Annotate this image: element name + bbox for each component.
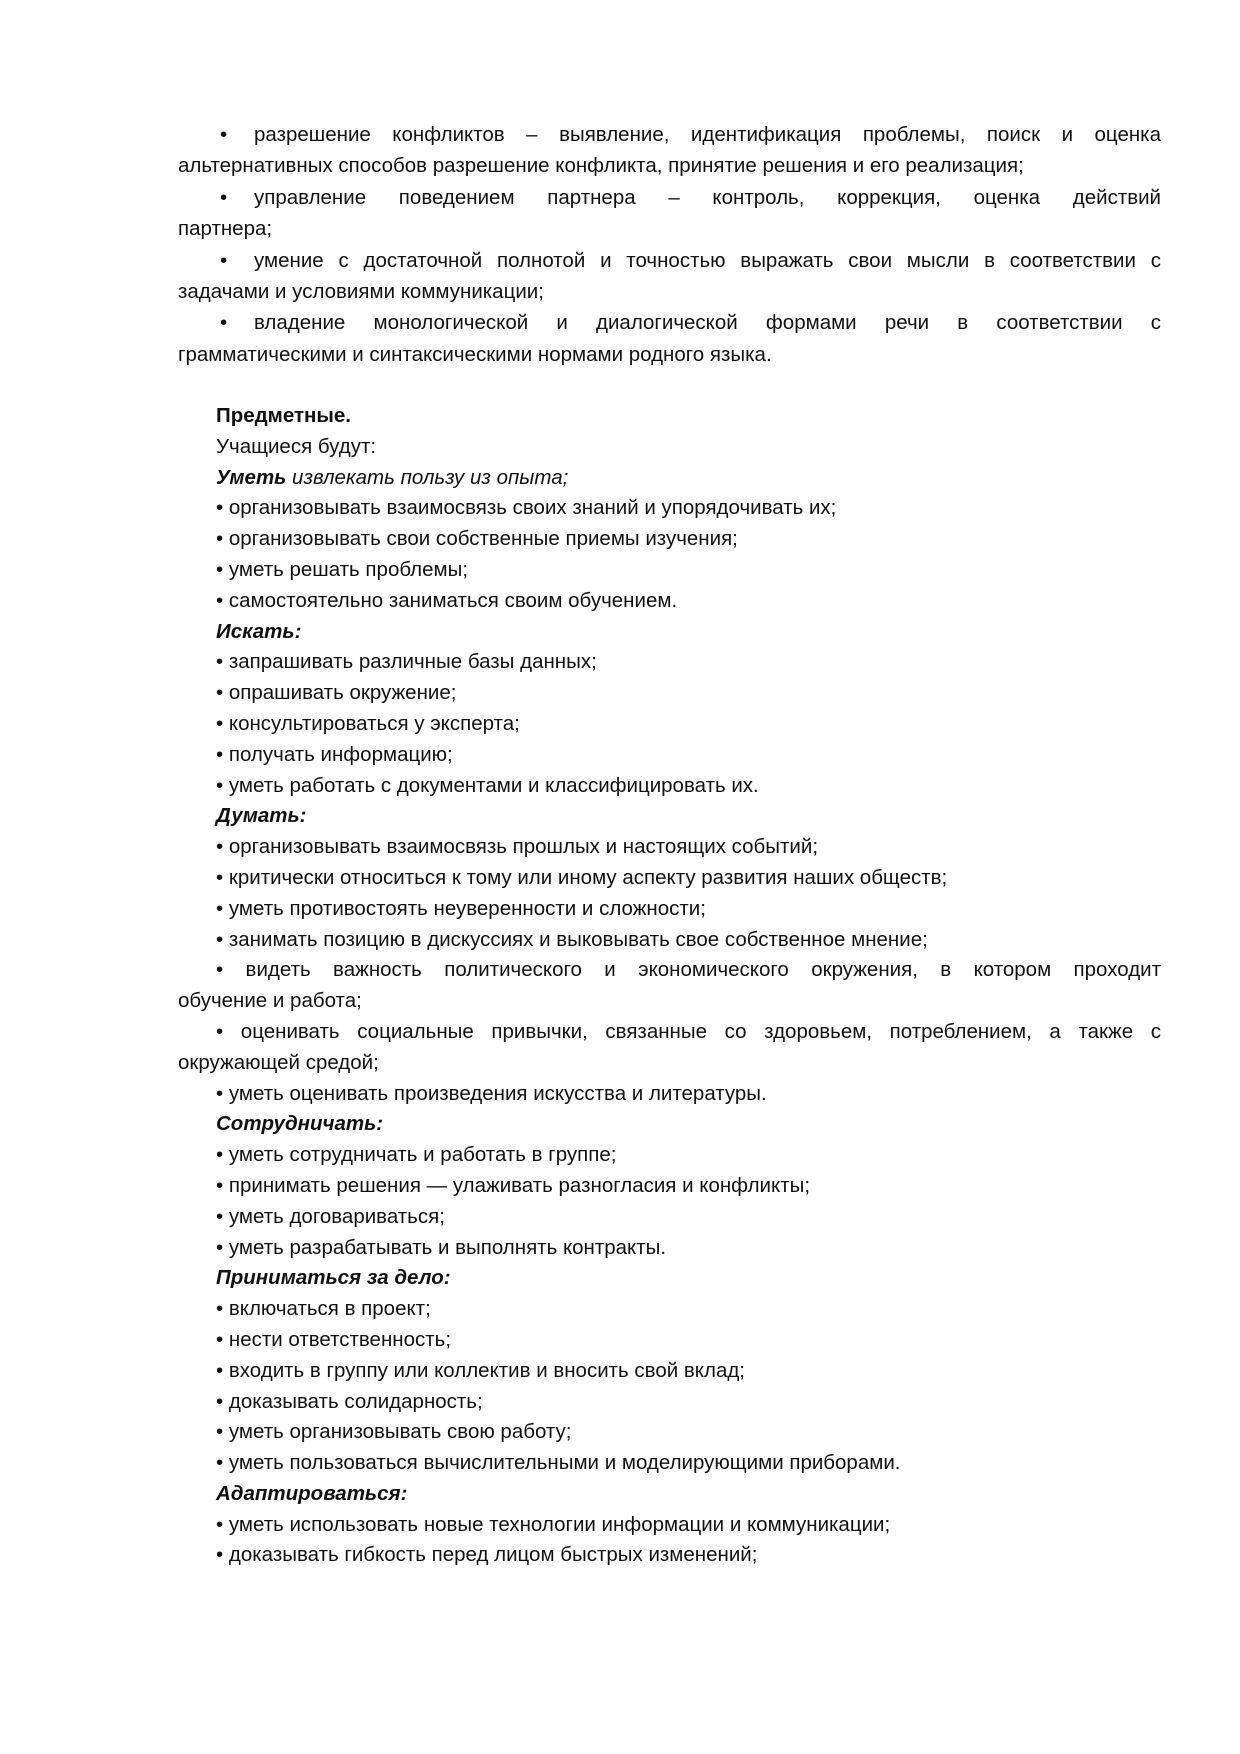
- list-item: [178, 1233, 1161, 1264]
- section-title: Предметные.: [216, 404, 351, 427]
- list-item-line: • уметь разрабатывать и выполнять контракты.: [216, 1235, 667, 1259]
- list-item: [178, 1448, 1161, 1479]
- list-item-line: • доказывать гибкость перед лицом быстрых изменений;: [216, 1543, 758, 1567]
- subsection-heading-bold: Адаптироваться:: [216, 1481, 408, 1505]
- list-item-line: • видеть важность политического и экономического окружения, в котором проходит: [216, 958, 1161, 982]
- list-item-text: владение монологической и диалогической формами речи в соответствии с: [254, 311, 1161, 335]
- list-item-line: [178, 150, 1161, 181]
- list-item: [178, 1017, 1161, 1079]
- list-item: [178, 1079, 1161, 1110]
- list-item-line: • критически относиться к тому или иному аспекту развития наших обществ;: [216, 865, 948, 889]
- list-item: [178, 1140, 1161, 1171]
- list-item-line: • уметь договариваться;: [216, 1204, 445, 1228]
- list-item-line: [178, 119, 1161, 150]
- list-item-text: умение с достаточной полнотой и точностью выражать свои мысли в соответствии с: [254, 248, 1161, 272]
- list-item: [178, 493, 1161, 524]
- list-item-line: [178, 276, 1161, 307]
- bullet-icon: •: [220, 185, 228, 209]
- list-item-line: • запрашивать различные базы данных;: [216, 650, 597, 674]
- list-item: [178, 182, 1161, 245]
- subsection-heading-bold: Искать:: [216, 619, 302, 643]
- list-item: [178, 555, 1161, 586]
- bullet-icon: •: [220, 248, 228, 272]
- list-item-line: • оценивать социальные привычки, связанные со здоровьем, потреблением, а также с: [216, 1019, 1161, 1043]
- subject-results-section: [178, 401, 1161, 1571]
- list-item-line: [178, 339, 1161, 370]
- list-item-line: • доказывать солидарность;: [216, 1389, 483, 1413]
- list-item: [178, 245, 1161, 308]
- list-item-line: • опрашивать окружение;: [216, 681, 457, 705]
- list-item-line: [178, 307, 1161, 338]
- list-item-line: • уметь сотрудничать и работать в группе;: [216, 1143, 617, 1167]
- list-item-line: [178, 213, 1161, 244]
- list-item-line: [178, 245, 1161, 276]
- list-item-line: • уметь использовать новые технологии информации и коммуникации;: [216, 1512, 891, 1536]
- list-item-line: • уметь работать с документами и классифицировать их.: [216, 773, 759, 797]
- list-item-line: • включаться в проект;: [216, 1297, 431, 1321]
- list-item: [178, 771, 1161, 802]
- list-item: [178, 863, 1161, 894]
- subsection-heading-bold: Уметь: [216, 465, 287, 489]
- list-item: [178, 586, 1161, 617]
- subsection-heading-bold: Приниматься за дело:: [216, 1266, 451, 1290]
- subsection-heading: [178, 801, 1161, 832]
- list-item: [178, 832, 1161, 863]
- subsection-heading: [178, 1109, 1161, 1140]
- list-item: [178, 1202, 1161, 1233]
- list-item: [178, 647, 1161, 678]
- list-item-line: • уметь организовывать свою работу;: [216, 1420, 572, 1444]
- list-item: [178, 1387, 1161, 1418]
- list-item-text: альтернативных способов разрешение конфликта, принятие решения и его реализация;: [178, 154, 1024, 178]
- list-item-text: партнера;: [178, 217, 273, 241]
- subsection-heading: [178, 1479, 1161, 1510]
- list-item-text: грамматическими и синтаксическими нормами родного языка.: [178, 342, 772, 366]
- list-item-line: • получать информацию;: [216, 742, 453, 766]
- list-item-line: [178, 182, 1161, 213]
- subsection-heading-rest: извлекать пользу из опыта;: [286, 465, 569, 489]
- bullet-icon: •: [220, 311, 228, 335]
- list-item-line: • нести ответственность;: [216, 1327, 452, 1351]
- top-bullet-list: [178, 119, 1161, 370]
- list-item-text: управление поведением партнера – контроль, коррекция, оценка действий: [254, 185, 1161, 209]
- subsection-heading: [178, 463, 1161, 494]
- list-item-line: • уметь противостоять неуверенности и сложности;: [216, 896, 706, 920]
- list-item: [178, 894, 1161, 925]
- list-item-line: • входить в группу или коллектив и вносить свой вклад;: [216, 1358, 745, 1382]
- list-item: [178, 1356, 1161, 1387]
- list-item-line: • консультироваться у эксперта;: [216, 711, 520, 735]
- list-item-text: разрешение конфликтов – выявление, идентификация проблемы, поиск и оценка: [254, 123, 1161, 146]
- list-item-line: • занимать позицию в дискуссиях и выковывать свое собственное мнение;: [216, 927, 928, 951]
- list-item-line: • организовывать взаимосвязь прошлых и настоящих событий;: [216, 835, 819, 859]
- list-item: [178, 1171, 1161, 1202]
- subsection-heading: [178, 1263, 1161, 1294]
- list-item-line: обучение и работа;: [178, 989, 362, 1013]
- list-item: [178, 1294, 1161, 1325]
- list-item: [178, 119, 1161, 182]
- list-item-line: • уметь оценивать произведения искусства и литературы.: [216, 1081, 767, 1105]
- list-item-line: • принимать решения — улаживать разногласия и конфликты;: [216, 1173, 811, 1197]
- list-item-line: • организовывать взаимосвязь своих знаний и упорядочивать их;: [216, 496, 837, 520]
- bullet-icon: •: [220, 123, 228, 146]
- list-item: [178, 1417, 1161, 1448]
- subsection-heading-bold: Сотрудничать:: [216, 1112, 384, 1136]
- list-item: [178, 709, 1161, 740]
- section-intro: Учащиеся будут:: [216, 434, 377, 458]
- list-item: [178, 1540, 1161, 1571]
- list-item-line: окружающей средой;: [178, 1050, 379, 1074]
- subsection-heading: [178, 617, 1161, 648]
- list-item: [178, 925, 1161, 956]
- list-item-line: • уметь пользоваться вычислительными и моделирующими приборами.: [216, 1451, 901, 1475]
- list-item: [178, 524, 1161, 555]
- list-item: [178, 307, 1161, 370]
- list-item: [178, 740, 1161, 771]
- list-item: [178, 955, 1161, 1017]
- list-item-line: • самостоятельно заниматься своим обучением.: [216, 588, 678, 612]
- list-item: [178, 1325, 1161, 1356]
- list-item: [178, 678, 1161, 709]
- subsection-heading-bold: Думать:: [216, 804, 307, 828]
- list-item-line: • организовывать свои собственные приемы изучения;: [216, 527, 738, 551]
- list-item-text: задачами и условиями коммуникации;: [178, 280, 544, 304]
- list-item-line: • уметь решать проблемы;: [216, 557, 469, 581]
- list-item: [178, 1510, 1161, 1541]
